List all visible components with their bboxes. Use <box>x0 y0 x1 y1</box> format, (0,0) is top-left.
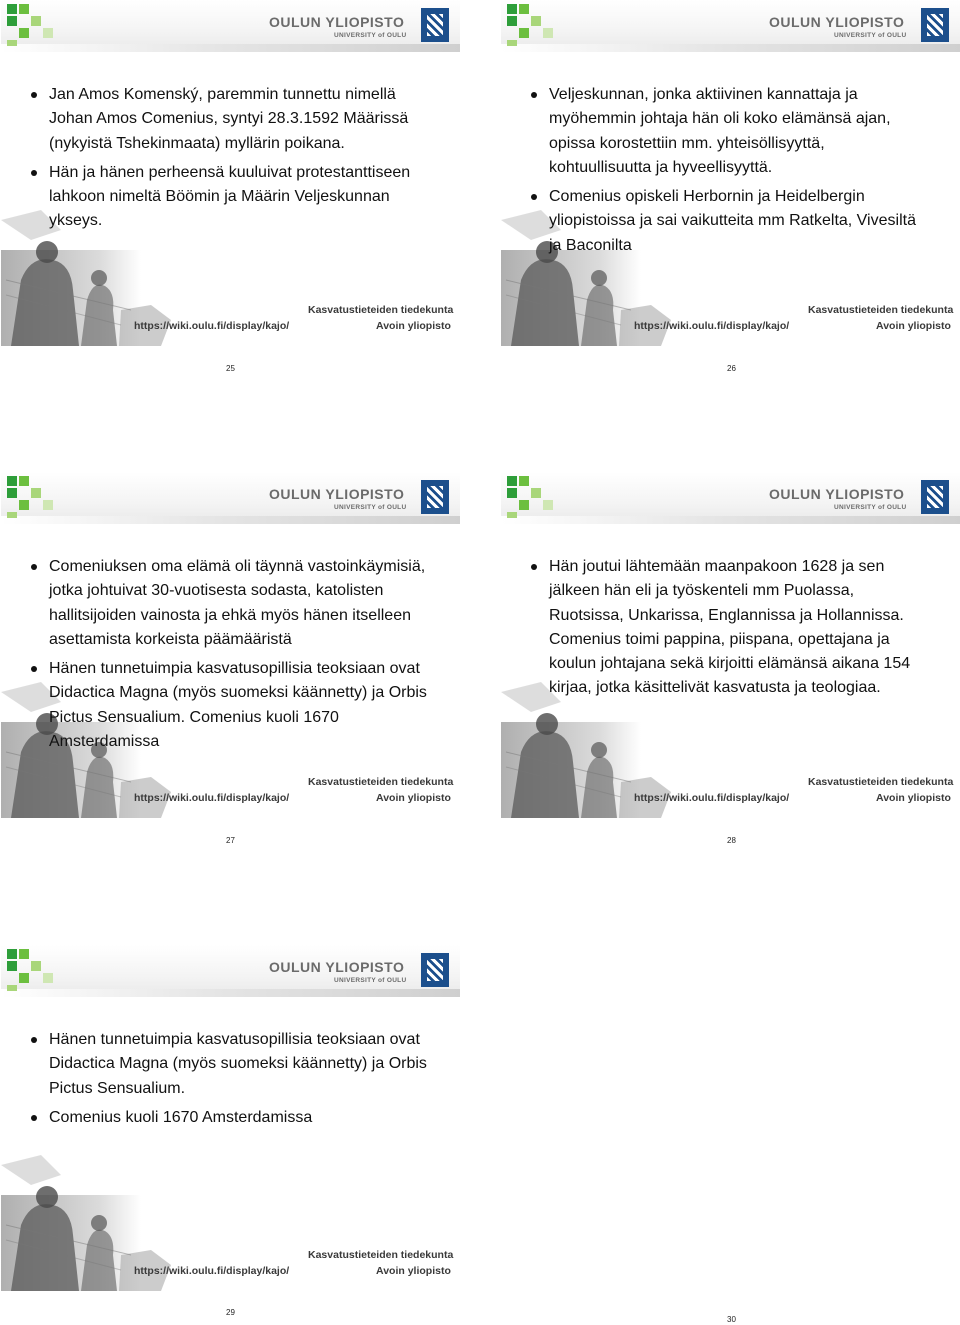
footer-url[interactable]: https://wiki.oulu.fi/display/kajo/ <box>634 320 790 332</box>
bullet-text: Comenius kuoli 1670 Amsterdamissa <box>49 1108 313 1126</box>
slide-footer <box>131 772 456 812</box>
slide-body <box>31 83 431 239</box>
bullet-item <box>31 657 431 754</box>
university-crest-icon <box>921 480 949 514</box>
footer-url[interactable]: https://wiki.oulu.fi/display/kajo/ <box>134 320 290 332</box>
university-sub: UNIVERSITY of OULU <box>834 32 907 39</box>
university-name: OULUN YLIOPISTO <box>269 486 405 502</box>
slide-header <box>1 0 460 52</box>
footer-url[interactable]: https://wiki.oulu.fi/display/kajo/ <box>134 792 290 804</box>
bullet-dot-icon <box>531 564 537 570</box>
page-number-26: 26 <box>727 364 736 373</box>
footer-url[interactable]: https://wiki.oulu.fi/display/kajo/ <box>134 1265 290 1277</box>
bullet-dot-icon <box>31 564 37 570</box>
footer-unit: Avoin yliopisto <box>376 320 451 332</box>
page-number-28: 28 <box>727 836 736 845</box>
bullet-dot-icon <box>31 666 37 672</box>
slide-header <box>501 472 960 524</box>
bullet-item <box>531 83 931 180</box>
bullet-item <box>531 555 931 701</box>
page-number-29: 29 <box>226 1308 235 1317</box>
bullet-dot-icon <box>31 92 37 98</box>
university-sub: UNIVERSITY of OULU <box>834 504 907 511</box>
bullet-item <box>31 1106 431 1130</box>
footer-faculty: Kasvatustieteiden tiedekunta <box>308 304 454 316</box>
slide-25 <box>1 0 460 346</box>
footer-unit: Avoin yliopisto <box>876 792 951 804</box>
slide-body <box>531 83 931 263</box>
footer-faculty: Kasvatustieteiden tiedekunta <box>308 1249 454 1261</box>
university-name: OULUN YLIOPISTO <box>769 486 905 502</box>
university-name: OULUN YLIOPISTO <box>769 14 905 30</box>
bullet-dot-icon <box>31 1115 37 1121</box>
footer-unit: Avoin yliopisto <box>876 320 951 332</box>
slide-28 <box>501 472 960 818</box>
slide-footer <box>131 300 456 340</box>
bullet-item <box>31 555 431 652</box>
slide-body <box>31 555 431 759</box>
bullet-item <box>31 161 431 234</box>
footer-url[interactable]: https://wiki.oulu.fi/display/kajo/ <box>634 792 790 804</box>
slide-footer <box>631 300 956 340</box>
page-number-25: 25 <box>226 364 235 373</box>
slide-footer <box>131 1245 456 1285</box>
page-number-27: 27 <box>226 836 235 845</box>
bullet-dot-icon <box>31 170 37 176</box>
university-sub: UNIVERSITY of OULU <box>334 504 407 511</box>
slide-header <box>501 0 960 52</box>
university-crest-icon <box>921 8 949 42</box>
university-sub: UNIVERSITY of OULU <box>334 977 407 984</box>
bullet-item <box>31 83 431 156</box>
bullet-dot-icon <box>531 194 537 200</box>
bullet-text: Hänen tunnetuimpia kasvatusopillisia teoksiaan ovat Didactica Magna (myös suomeksi käännetty) ja Orbis Pictus Sensualium. <box>49 1031 427 1097</box>
footer-unit: Avoin yliopisto <box>376 1265 451 1277</box>
slide-27 <box>1 472 460 818</box>
bullet-text: Veljeskunnan, jonka aktiivinen kannattaja ja myöhemmin johtaja hän oli koko elämänsä ajan, opissa korostettiin mm. yhteisöllisyyttä, kohtuullisuutta ja hyveellisyyttä. <box>549 86 891 176</box>
footer-unit: Avoin yliopisto <box>376 792 451 804</box>
university-sub: UNIVERSITY of OULU <box>334 32 407 39</box>
university-crest-icon <box>421 480 449 514</box>
page-number-30: 30 <box>727 1315 736 1324</box>
university-crest-icon <box>421 953 449 987</box>
bullet-item <box>531 185 931 258</box>
slide-body <box>31 1028 431 1135</box>
university-name: OULUN YLIOPISTO <box>269 14 405 30</box>
bullet-text: Comenius opiskeli Herbornin ja Heidelbergin yliopistoissa ja sai vaikutteita mm Ratkelta, Vivesiltä ja Baconilta <box>549 188 916 254</box>
slide-26 <box>501 0 960 346</box>
footer-faculty: Kasvatustieteiden tiedekunta <box>808 776 954 788</box>
bullet-text: Jan Amos Komenský, paremmin tunnettu nimellä Johan Amos Comenius, syntyi 28.3.1592 Määrissä (nykyistä Tshekinmaata) myllärin poikana. <box>49 86 409 152</box>
bullet-text: Hän joutui lähtemään maanpakoon 1628 ja sen jälkeen hän eli ja työskenteli mm Puolassa, Ruotsissa, Unkarissa, Englannissa ja Hollannissa. Comenius toimi pappina, piispana, opettajana ja koulun johtajana sekä kirjoitti elämänsä aikana 154 kirjaa, jotka käsittelivät kasvatusta ja teologiaa. <box>549 558 911 697</box>
footer-faculty: Kasvatustieteiden tiedekunta <box>808 304 954 316</box>
bullet-text: Hän ja hänen perheensä kuuluivat protestanttiseen lahkoon nimeltä Böömin ja Määrin Veljeskunnan ykseys. <box>49 163 411 230</box>
bullet-dot-icon <box>531 92 537 98</box>
slide-header <box>1 472 460 524</box>
university-crest-icon <box>421 8 449 42</box>
footer-faculty: Kasvatustieteiden tiedekunta <box>308 776 454 788</box>
slide-footer <box>631 772 956 812</box>
slide-body <box>531 555 931 706</box>
bullet-dot-icon <box>31 1037 37 1043</box>
university-name: OULUN YLIOPISTO <box>269 959 405 975</box>
bullet-text: Comeniuksen oma elämä oli täynnä vastoinkäymisiä, jotka johtuivat 30-vuotisesta sodasta, katolisten hallitsijoiden vainosta ja ehkä myös hänen itselleen asettamista korkeista päämääristä <box>49 558 426 648</box>
slide-header <box>1 945 460 997</box>
bullet-text: Hänen tunnetuimpia kasvatusopillisia teoksiaan ovat Didactica Magna (myös suomeksi käännetty) ja Orbis Pictus Sensualium. Comenius kuoli 1670 Amsterdamissa <box>49 660 427 751</box>
bullet-item <box>31 1028 431 1101</box>
slide-29 <box>1 945 460 1291</box>
